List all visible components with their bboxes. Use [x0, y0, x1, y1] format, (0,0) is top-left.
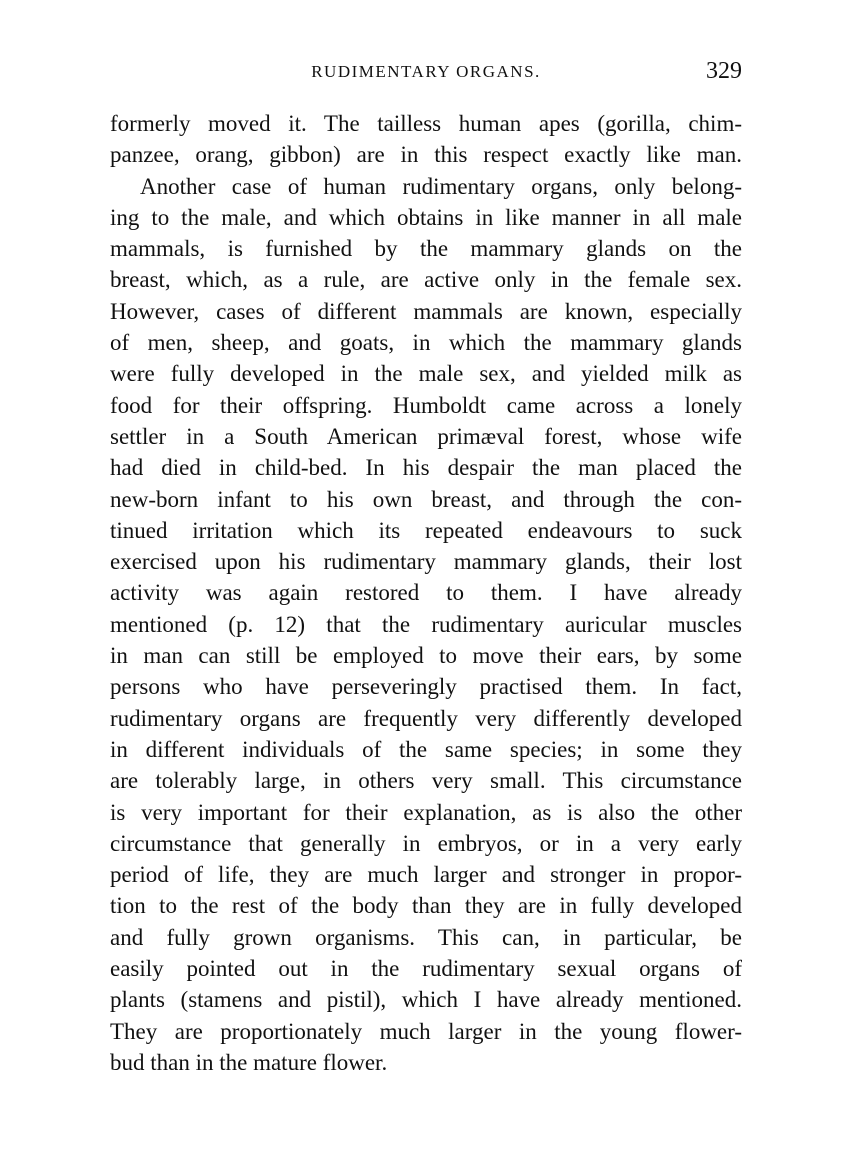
page-number: 329 — [706, 58, 742, 84]
text-line: is very important for their explanation, as is also the other — [110, 799, 742, 825]
text-line: formerly moved it. The tailless human apes (gorilla, chim- — [110, 111, 742, 136]
text-line: persons who have perseveringly practised them. In fact, — [110, 674, 742, 700]
text-line: are tolerably large, in others very small. This circumstance — [110, 768, 742, 794]
running-head: RUDIMENTARY ORGANS. — [311, 62, 541, 81]
text-line: of men, sheep, and goats, in which the mammary glands — [110, 330, 742, 356]
text-line: period of life, they are much larger and stronger in propor- — [110, 862, 742, 888]
text-line: food for their offspring. Humboldt came across a lonely — [110, 392, 742, 418]
text-line: easily pointed out in the rudimentary sexual organs of — [110, 956, 742, 982]
text-line: mentioned (p. 12) that the rudimentary auricular muscles — [110, 611, 742, 637]
paragraph-start-line: Another case of human rudimentary organs, only belong- — [140, 173, 742, 199]
page-header — [110, 58, 742, 92]
text-line: ing to the male, and which obtains in like manner in all male — [110, 204, 742, 230]
text-line: and fully grown organisms. This can, in particular, be — [110, 924, 742, 950]
text-line: circumstance that generally in embryos, or in a very early — [110, 830, 742, 856]
text-line: breast, which, as a rule, are active only in the female sex. — [110, 267, 742, 293]
text-line: new-born infant to his own breast, and through the con- — [110, 486, 742, 512]
text-line: panzee, orang, gibbon) are in this respect exactly like man. — [110, 142, 742, 168]
text-line: had died in child-bed. In his despair the man placed the — [110, 455, 742, 481]
text-line: in different individuals of the same species; in some they — [110, 736, 742, 762]
text-line: settler in a South American primæval forest, whose wife — [110, 423, 742, 449]
paragraph-end-line: bud than in the mature flower. — [110, 1049, 388, 1075]
text-line: They are proportionately much larger in the young flower- — [110, 1018, 742, 1044]
body-text — [110, 108, 742, 1078]
text-line: in man can still be employed to move their ears, by some — [110, 643, 742, 669]
text-line: mammals, is furnished by the mammary glands on the — [110, 236, 742, 262]
text-line: However, cases of different mammals are known, especially — [110, 298, 742, 324]
text-line: exercised upon his rudimentary mammary glands, their lost — [110, 549, 742, 575]
text-line: activity was again restored to them. I have already — [110, 580, 742, 606]
text-line: tion to the rest of the body than they are in fully developed — [110, 893, 742, 919]
text-line: were fully developed in the male sex, and yielded milk as — [110, 361, 742, 387]
text-line: plants (stamens and pistil), which I have already mentioned. — [110, 987, 742, 1013]
text-line: tinued irritation which its repeated endeavours to suck — [110, 517, 742, 543]
text-line: rudimentary organs are frequently very differently developed — [110, 705, 742, 731]
